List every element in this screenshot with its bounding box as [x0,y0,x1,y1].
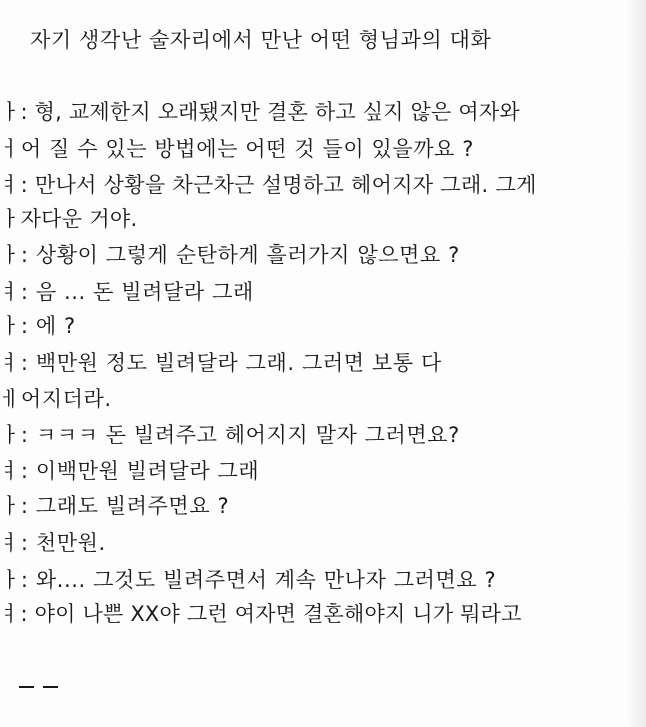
dialogue-line: ㅏ: 상황이 그렇게 순탄하게 흘러가지 않으면요 ? [0,243,460,267]
dialogue-line: ㅏ: 형, 교제한지 오래됐지만 결혼 하고 싶지 않은 여자와 [0,100,520,124]
dialogue-line: ㅕ: 야이 나쁜 XX야 그런 여자면 결혼해야지 니가 뭐라고 [0,602,522,626]
dialogue-line: ㅏ: ㅋㅋㅋ 돈 빌려주고 헤어지지 말자 그러면요? [0,423,460,447]
dialogue-line: ㅏ자다운 거야. [0,207,138,231]
dialogue-line: ㅔ어지더라. [0,387,112,411]
page-edge-shadow [628,0,646,727]
dialogue-line: ㅕ: 만나서 상황을 차근차근 설명하고 헤어지자 그래. 그게 [0,173,537,197]
dialogue-line: ㅕ: 음 ... 돈 빌려달라 그래 [0,280,254,304]
dialogue-line: ㅕ: 천만원. [0,531,106,555]
dialogue-line: ㅏ: 에 ? [0,314,76,338]
dialogue-line: ㅓ어 질 수 있는 방법에는 어떤 것 들이 있을까요 ? [0,137,475,161]
dialogue-line: ㅕ: 백만원 정도 빌려달라 그래. 그러면 보통 다 [0,351,442,375]
dash-stroke [19,686,34,688]
dialogue-line: ㅏ: 와.... 그것도 빌려주면서 계속 만나자 그러면요 ? [0,568,497,592]
dialogue-line: ㅏ: 그래도 빌려주면요 ? [0,494,230,518]
dialogue-line: ㅕ: 이백만원 빌려달라 그래 [0,459,260,483]
document-title: 자기 생각난 술자리에서 만난 어떤 형님과의 대화 [30,28,492,52]
dash-stroke [43,686,58,688]
